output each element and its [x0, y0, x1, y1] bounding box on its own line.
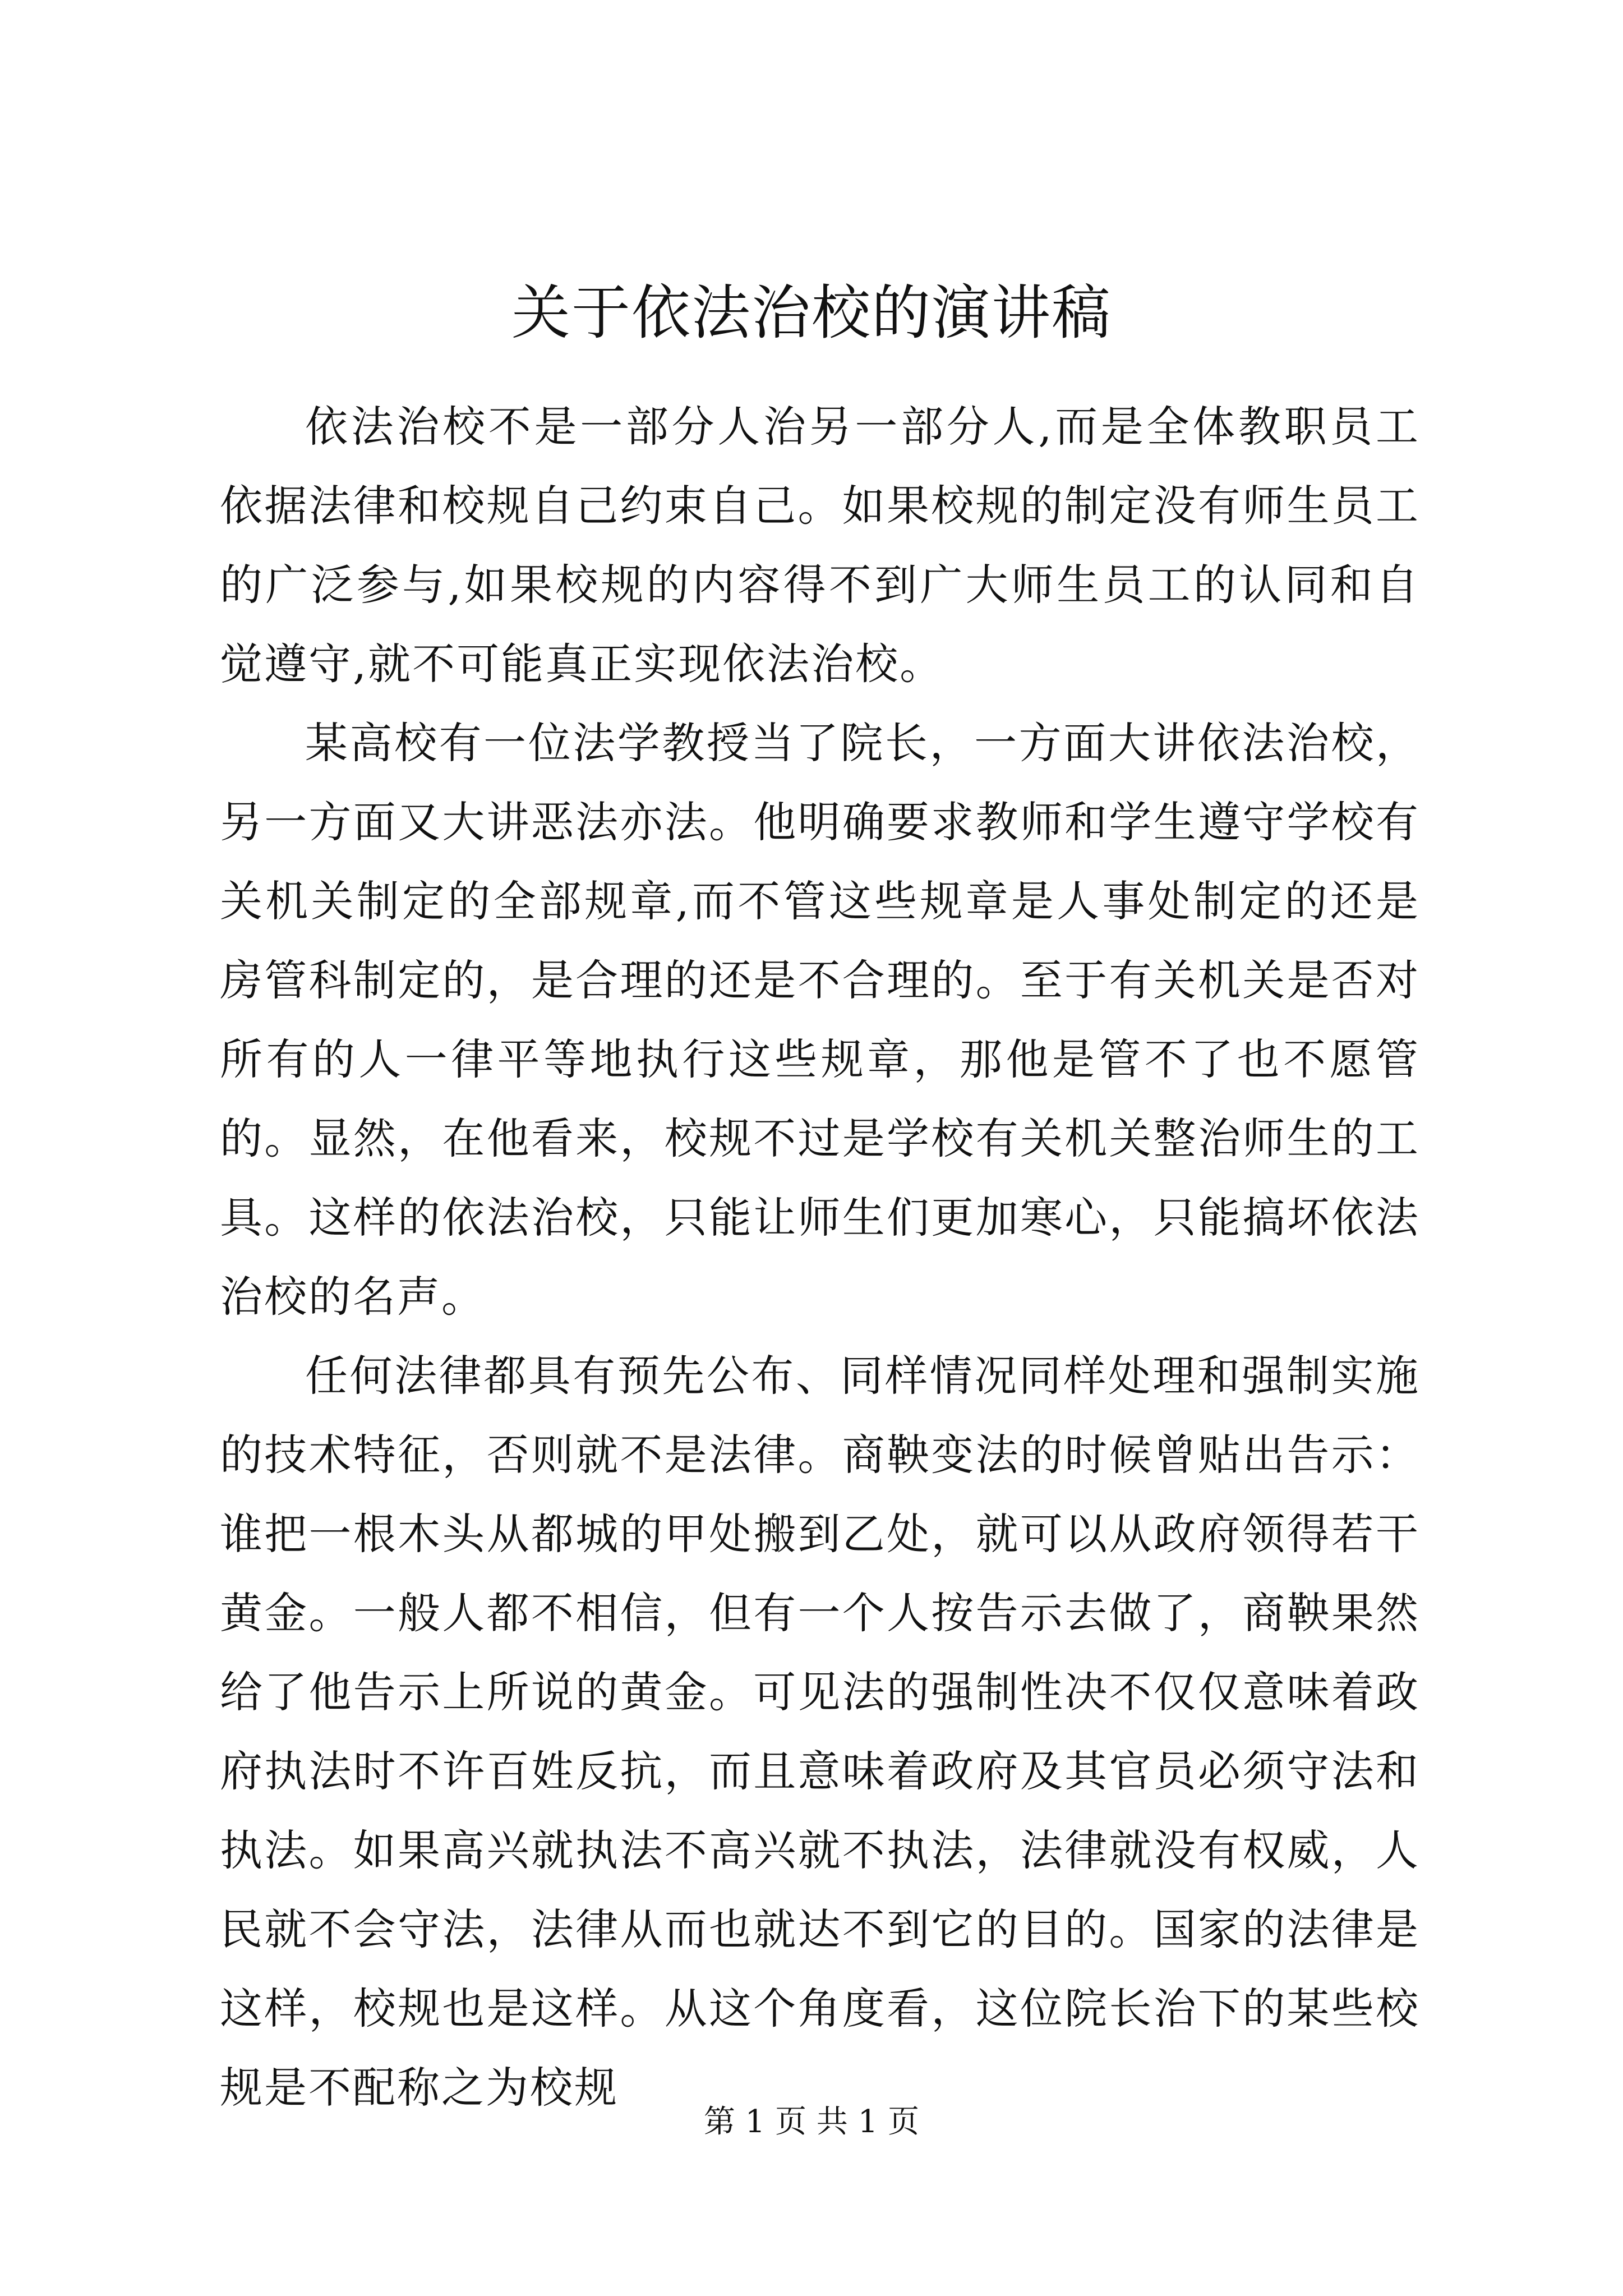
- paragraph-3: 任何法律都具有预先公布、同样情况同样处理和强制实施的技术特征，否则就不是法律。商鞅变法的时候曾贴出告示：谁把一根木头从都城的甲处搬到乙处，就可以从政府领得若干黄金。一般人都不相信，但有一个人按告示去做了，商鞅果然给了他告示上所说的黄金。可见法的强制性决不仅仅意味着政府执法时不许百姓反抗，而且意味着政府及其官员必须守法和执法。如果高兴就执法不高兴就不执法，法律就没有权威，人民就不会守法，法律从而也就达不到它的目的。国家的法律是这样，校规也是这样。从这个角度看，这位院长治下的某些校规是不配称之为校规: [220, 1351, 1420, 2113]
- paragraph-1: 依法治校不是一部分人治另一部分人,而是全体教职员工依据法律和校规自己约束自己。如果校规的制定没有师生员工的广泛参与,如果校规的内容得不到广大师生员工的认同和自觉遵守,就不可能真正实现依法治校。: [220, 402, 1420, 689]
- document-body: [220, 387, 1420, 2127]
- page-number-footer: 第 1 页 共 1 页: [703, 2104, 920, 2140]
- document-title: 关于依法治校的演讲稿: [511, 279, 1112, 347]
- paragraph-2: 某高校有一位法学教授当了院长，一方面大讲依法治校，另一方面又大讲恶法亦法。他明确要求教师和学生遵守学校有关机关制定的全部规章,而不管这些规章是人事处制定的还是房管科制定的，是合理的还是不合理的。至于有关机关是否对所有的人一律平等地执行这些规章，那他是管不了也不愿管的。显然，在他看来，校规不过是学校有关机关整治师生的工具。这样的依法治校，只能让师生们更加寒心，只能搞坏依法治校的名声。: [220, 718, 1420, 1322]
